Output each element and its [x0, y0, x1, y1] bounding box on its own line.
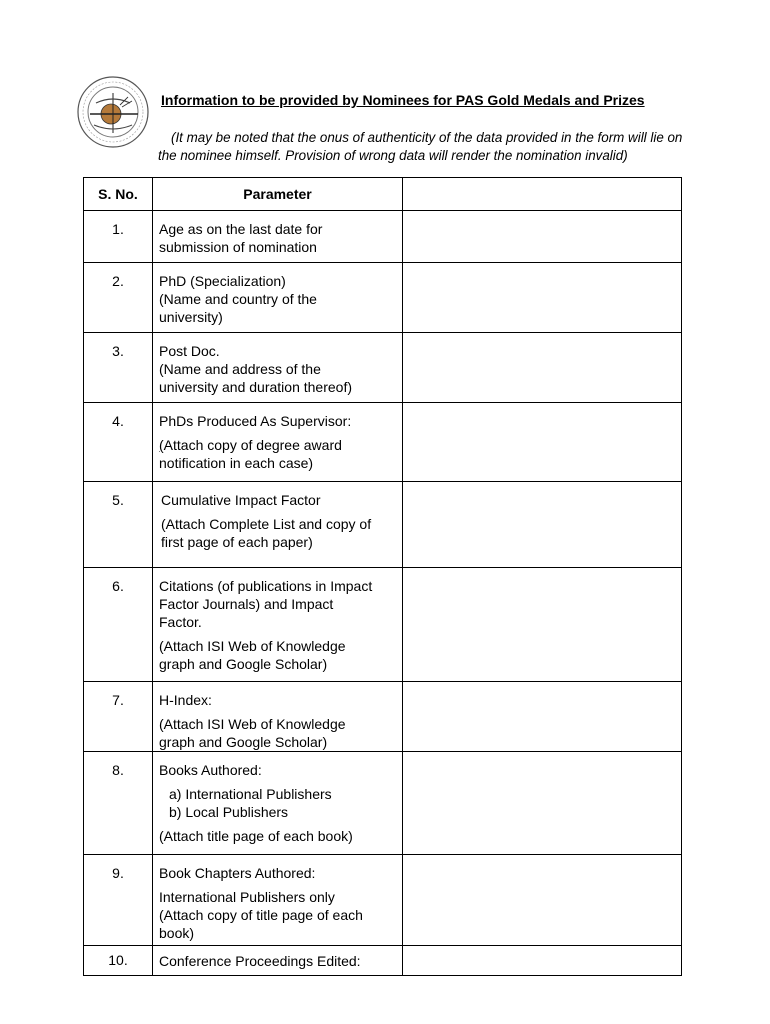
table-row — [84, 333, 682, 403]
answer-cell[interactable] — [403, 403, 682, 482]
row-number: 9. — [84, 855, 153, 946]
param-line: PhD (Specialization) — [159, 273, 286, 289]
note-line-2: the nominee himself. Provision of wrong data will render the nomination invalid) — [158, 148, 628, 163]
row-parameter — [153, 482, 403, 568]
row-parameter — [153, 333, 403, 403]
table-row — [84, 682, 682, 752]
row-parameter — [153, 855, 403, 946]
param-sub-line: graph and Google Scholar) — [159, 656, 328, 672]
answer-cell[interactable] — [403, 482, 682, 568]
param-sub-line: (Attach copy of title page of each — [159, 907, 363, 923]
row-parameter — [153, 946, 403, 976]
answer-cell[interactable] — [403, 855, 682, 946]
param-sub-line: book) — [159, 925, 195, 941]
note-line-1: (It may be noted that the onus of authenticity of the data provided in the form will lie on — [171, 130, 683, 145]
answer-cell[interactable] — [403, 568, 682, 682]
col-sno-header: S. No. — [84, 178, 153, 211]
param-line: Factor Journals) and Impact — [159, 596, 334, 612]
page-title: Information to be provided by Nominees for PAS Gold Medals and Prizes — [161, 92, 645, 108]
list-item: a) International Publishers — [169, 786, 332, 802]
param-sub-line: International Publishers only — [159, 889, 335, 905]
table-row — [84, 403, 682, 482]
param-sub-line: (Attach title page of each book) — [159, 828, 353, 844]
param-sub-line: notification in each case) — [159, 455, 314, 471]
table-row — [84, 752, 682, 855]
param-line: university) — [159, 309, 223, 325]
table-row — [84, 946, 682, 976]
param-line: (Name and country of the — [159, 291, 317, 307]
row-parameter — [153, 568, 403, 682]
param-line: Factor. — [159, 614, 202, 630]
param-sub — [159, 436, 396, 454]
row-number: 3. — [84, 333, 153, 403]
param-line: Citations (of publications in Impact — [159, 578, 373, 594]
row-parameter — [153, 682, 403, 752]
param-line: Book Chapters Authored: — [159, 865, 316, 881]
param-line: Cumulative Impact Factor — [161, 492, 321, 508]
row-number: 1. — [84, 211, 153, 263]
param-line: university and duration thereof) — [159, 379, 352, 395]
col-param-header: Parameter — [153, 178, 403, 211]
nomination-table — [83, 177, 682, 976]
param-sub-line: first page of each paper) — [161, 534, 313, 550]
answer-cell[interactable] — [403, 682, 682, 752]
param-line: PhDs Produced As Supervisor: — [159, 413, 352, 429]
table-row — [84, 855, 682, 946]
list-item: b) Local Publishers — [169, 804, 289, 820]
row-number: 10. — [84, 946, 153, 976]
row-number: 2. — [84, 263, 153, 333]
param-line: H-Index: — [159, 692, 212, 708]
row-number: 7. — [84, 682, 153, 752]
answer-cell[interactable] — [403, 211, 682, 263]
table-row — [84, 482, 682, 568]
row-parameter — [153, 263, 403, 333]
row-parameter — [153, 403, 403, 482]
param-sub-line: (Attach ISI Web of Knowledge — [159, 716, 346, 732]
row-parameter — [153, 211, 403, 263]
row-number: 8. — [84, 752, 153, 855]
row-number: 5. — [84, 482, 153, 568]
param-sub-paren: ( — [159, 437, 164, 453]
param-line: Post Doc. — [159, 343, 220, 359]
row-parameter — [153, 752, 403, 855]
answer-cell[interactable] — [403, 263, 682, 333]
table-row — [84, 263, 682, 333]
row-number: 4. — [84, 403, 153, 482]
pas-seal-logo — [76, 75, 150, 149]
param-line: Conference Proceedings Edited: — [159, 953, 361, 969]
publisher-list — [159, 785, 396, 821]
param-line: Books Authored: — [159, 762, 262, 778]
table-row — [84, 568, 682, 682]
param-sub-line: graph and Google Scholar) — [159, 734, 328, 750]
table-row — [84, 211, 682, 263]
param-line: submission of nomination — [159, 239, 317, 255]
param-sub-line: (Attach Complete List and copy of — [161, 516, 372, 532]
param-line: Age as on the last date for — [159, 221, 323, 237]
answer-cell[interactable] — [403, 752, 682, 855]
col-value-header — [403, 178, 682, 211]
authenticity-note — [158, 129, 718, 165]
param-line: (Name and address of the — [159, 361, 321, 377]
answer-cell[interactable] — [403, 946, 682, 976]
answer-cell[interactable] — [403, 333, 682, 403]
table-header-row — [84, 178, 682, 211]
param-sub-text: Attach copy of degree award — [163, 437, 342, 453]
row-number: 6. — [84, 568, 153, 682]
param-sub-line: (Attach ISI Web of Knowledge — [159, 638, 346, 654]
